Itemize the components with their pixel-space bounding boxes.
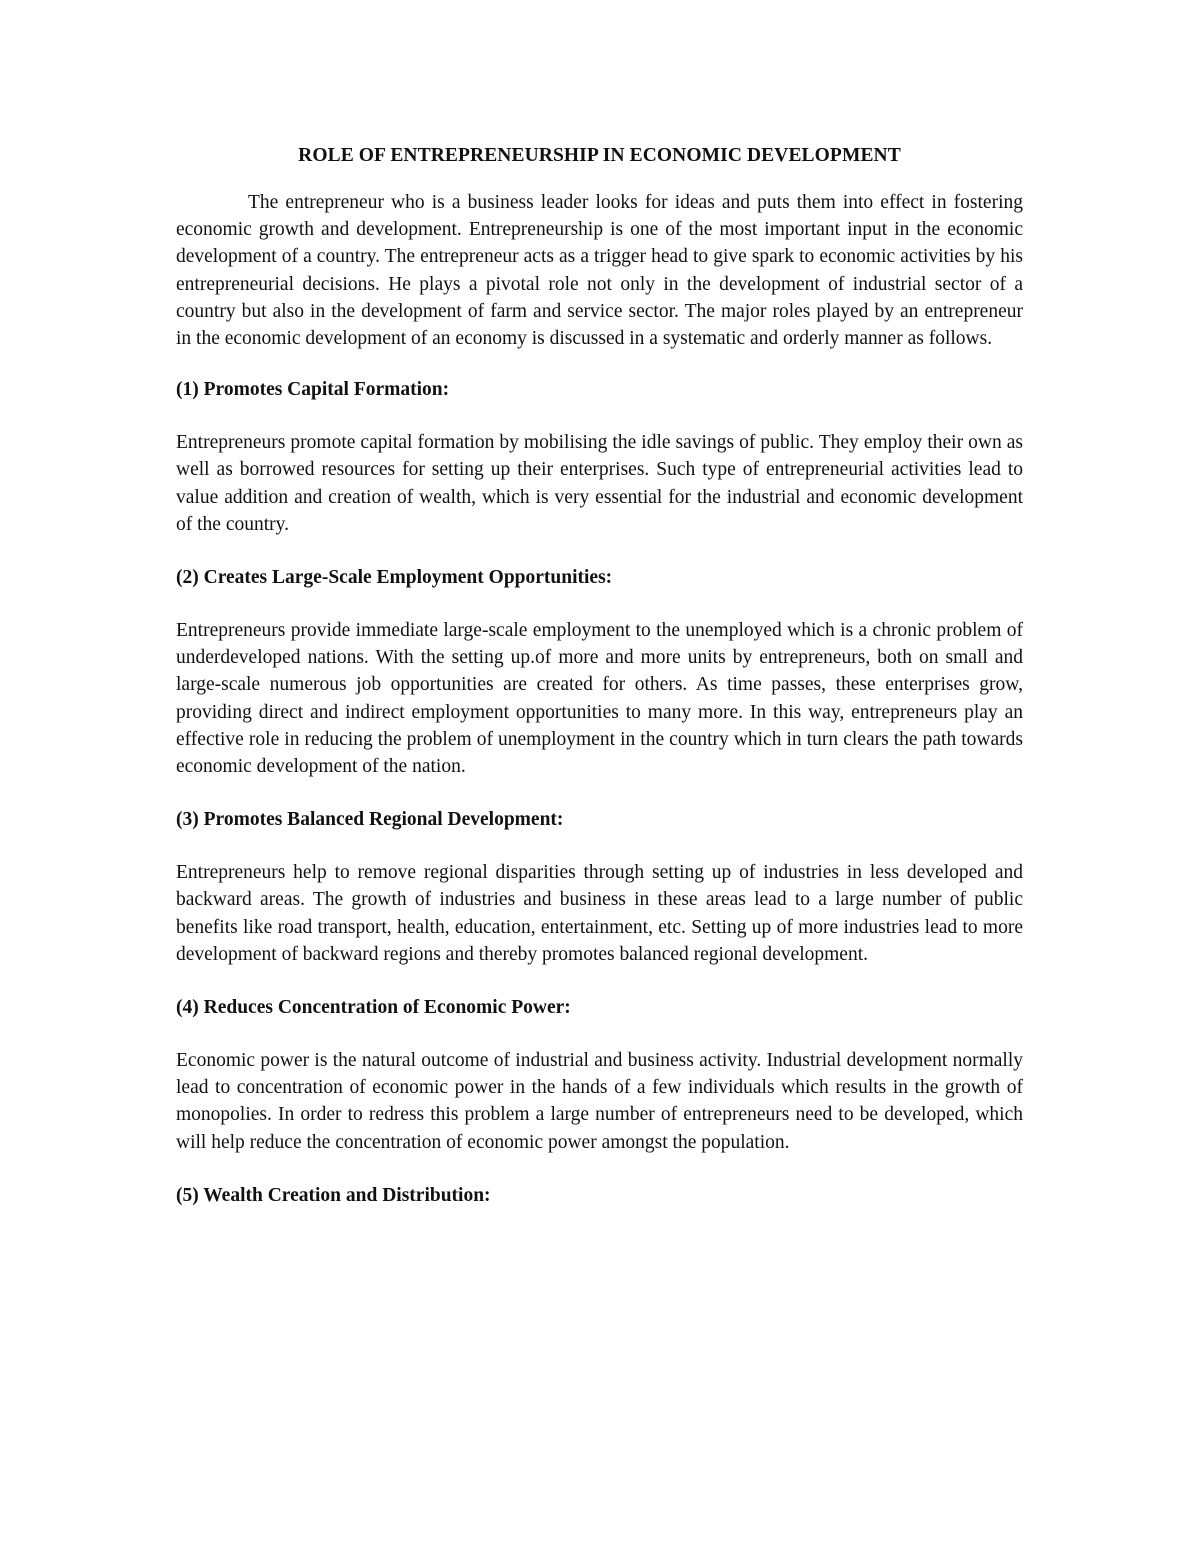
document-content — [176, 142, 1023, 1209]
spacer — [176, 1021, 1023, 1047]
section-body-capital-formation: Entrepreneurs promote capital formation by mobilising the idle savings of public. They employ their own as well as borrowed resources for setting up their enterprises. Such type of entrepreneurial activities lead to value addition and creation of wealth, which is very essential for the industrial and economic development of the country. — [176, 432, 1023, 535]
intro-paragraph: The entrepreneur who is a business leader looks for ideas and puts them into effect in fostering economic growth and development. Entrepreneurship is one of the most important input in the economic development of a country. The entrepreneur acts as a trigger head to give spark to economic activities by his entrepreneurial decisions. He plays a pivotal role not only in the development of industrial sector of a country but also in the development of farm and service sector. The major roles played by an entrepreneur in the economic development of an economy is discussed in a systematic and orderly manner as follows. — [176, 192, 1023, 350]
section-heading-capital-formation: (1) Promotes Capital Formation: — [176, 379, 450, 401]
page-title: ROLE OF ENTREPRENEURSHIP IN ECONOMIC DEVELOPMENT — [298, 145, 901, 166]
section-body-regional-development: Entrepreneurs help to remove regional disparities through setting up of industries in less developed and backward areas. The growth of industries and business in these areas lead to a large number of public benefits like road transport, health, education, entertainment, etc. Setting up of more industries lead to more development of backward regions and thereby promotes balanced regional development. — [176, 862, 1023, 965]
section-heading-wealth-creation: (5) Wealth Creation and Distribution: — [176, 1184, 491, 1206]
spacer — [176, 833, 1023, 859]
spacer — [176, 968, 1023, 994]
spacer — [176, 1156, 1023, 1182]
spacer — [176, 403, 1023, 429]
spacer — [176, 352, 1023, 376]
spacer — [176, 538, 1023, 564]
spacer — [176, 591, 1023, 617]
section-heading-regional-development: (3) Promotes Balanced Regional Development: — [176, 809, 564, 831]
section-heading-employment: (2) Creates Large-Scale Employment Opportunities: — [176, 567, 613, 589]
section-body-economic-power: Economic power is the natural outcome of industrial and business activity. Industrial development normally lead to concentration of economic power in the hands of a few individuals which results in the growth of monopolies. In order to redress this problem a large number of entrepreneurs need to be developed, which will help reduce the concentration of economic power amongst the population. — [176, 1050, 1023, 1153]
spacer — [176, 780, 1023, 806]
section-heading-economic-power: (4) Reduces Concentration of Economic Power: — [176, 997, 571, 1019]
section-body-employment: Entrepreneurs provide immediate large-scale employment to the unemployed which is a chronic problem of underdeveloped nations. With the setting up.of more and more units by entrepreneurs, both on small and large-scale numerous job opportunities are created for others. As time passes, these enterprises grow, providing direct and indirect employment opportunities to many more. In this way, entrepreneurs play an effective role in reducing the problem of unemployment in the country which in turn clears the path towards economic development of the nation. — [176, 620, 1023, 778]
